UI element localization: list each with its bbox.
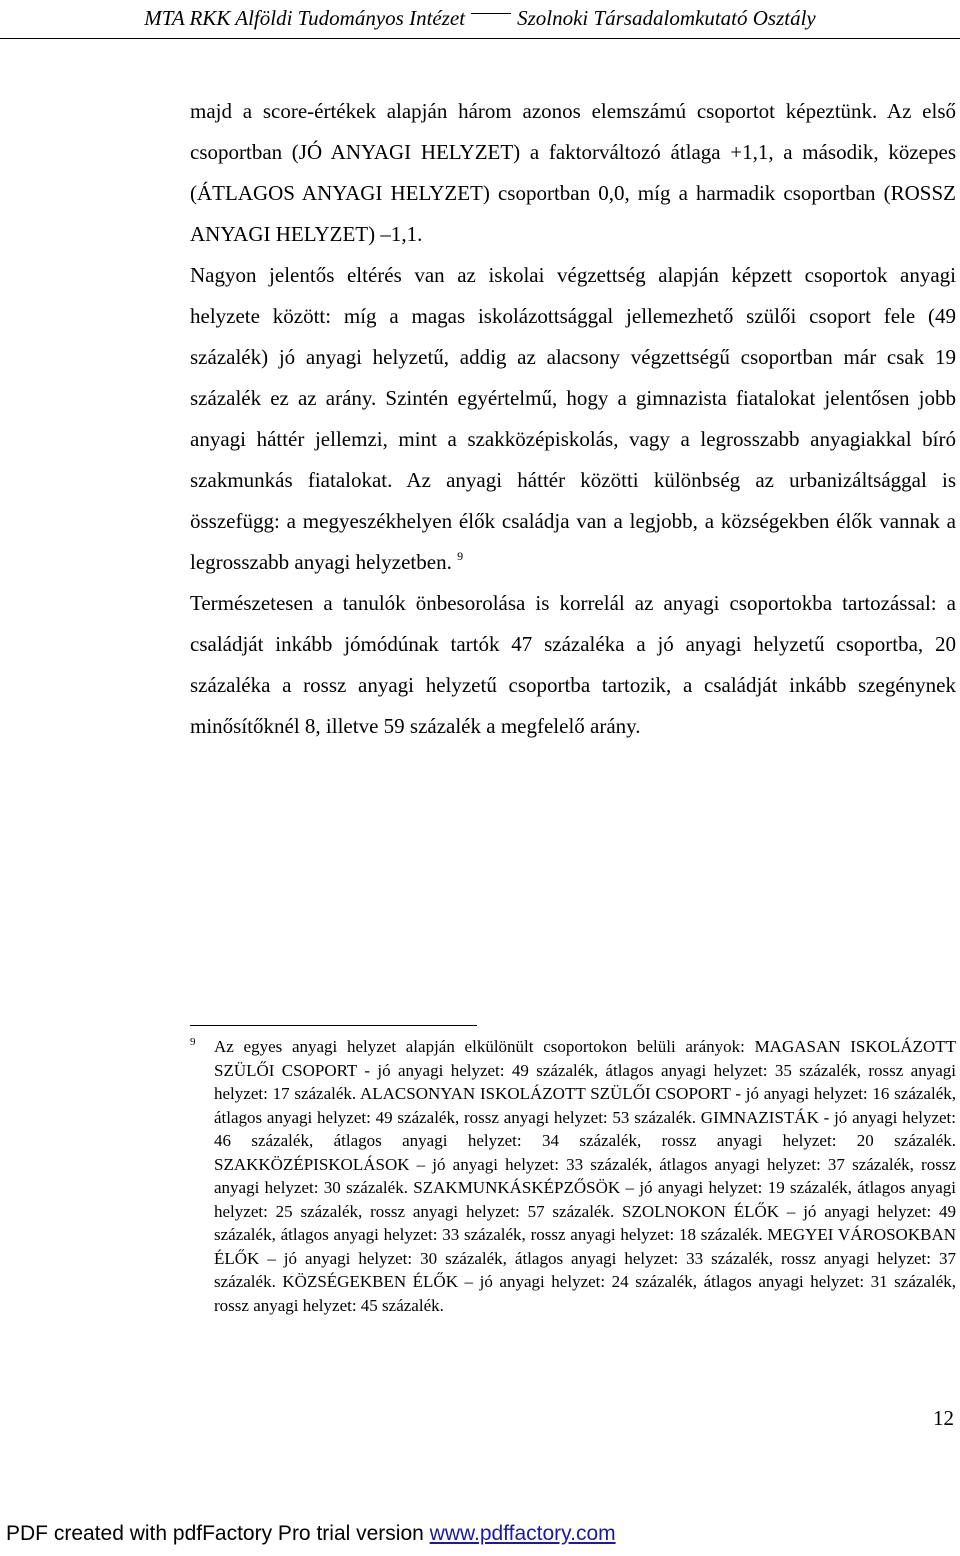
header-institute: MTA RKK Alföldi Tudományos Intézet: [144, 5, 466, 30]
main-text: [190, 91, 956, 747]
page-number: 12: [933, 1406, 954, 1430]
paragraph-1: majd a score-értékek alapján három azonos elemszámú csoportot képeztünk. Az első csoportban (JÓ ANYAGI HELYZET) a faktorváltozó átlaga +1,1, a második, közepes (ÁTLAGOS ANYAGI HELYZET) csoportban 0,0, míg a harmadik csoportban (ROSSZ ANYAGI HELYZET) –1,1.: [190, 99, 956, 246]
footnote: [190, 1035, 956, 1317]
footnote-text: Az egyes anyagi helyzet alapján elkülönült csoportokon belüli arányok: MAGASAN ISKOLÁZOTT SZÜLŐI CSOPORT - jó anyagi helyzet: 49 százalék, átlagos anyagi helyzet: 35 százalék, rossz anyagi helyzet: 17 százalék. ALACSONYAN ISKOLÁZOTT SZÜLŐI CSOPORT - jó anyagi helyzet: 16 százalék, átlagos anyagi helyzet: 49 százalék, rossz anyagi helyzet: 53 százalék. GIMNAZISTÁK - jó anyagi helyzet: 46 százalék, átlagos anyagi helyzet: 34 százalék, rossz anyagi helyzet: 20 százalék. SZAKKÖZÉPISKOLÁSOK – jó anyagi helyzet: 33 százalék, átlagos anyagi helyzet: 37 százalék, rossz anyagi helyzet: 30 százalék. SZAKMUNKÁSKÉPZŐSÖK – jó anyagi helyzet: 19 százalék, átlagos anyagi helyzet: 25 százalék, rossz anyagi helyzet: 57 százalék. SZOLNOKON ÉLŐK – jó anyagi helyzet: 49 százalék, átlagos anyagi helyzet: 33 százalék, rossz anyagi helyzet: 18 százalék. MEGYEI VÁROSOKBAN ÉLŐK – jó anyagi helyzet: 30 százalék, átlagos anyagi helyzet: 33 százalék, rossz anyagi helyzet: 37 százalék. KÖZSÉGEKBEN ÉLŐK – jó anyagi helyzet: 24 százalék, átlagos anyagi helyzet: 31 százalék, rossz anyagi helyzet: 45 százalék.: [214, 1037, 956, 1315]
footnote-reference[interactable]: 9: [457, 549, 464, 563]
paragraph-2-text: Nagyon jelentős eltérés van az iskolai végzettség alapján képzett csoportok anyagi helyzete között: míg a magas iskolázottsággal jellemezhető szülői csoport fele (49 százalék) jó anyagi helyzetű, addig az alacsony végzettségű csoportban már csak 19 százalék ez az arány. Szintén egyértelmű, hogy a gimnazista fiatalokat jelentősen jobb anyagi háttér jellemzi, mint a szakközépiskolás, vagy a legrosszabb anyagiakkal bíró szakmunkás fiatalokat. Az anyagi háttér közötti különbség az urbanizáltsággal is összefügg: a megyeszékhelyen élők családja van a legjobb, a községekben élők vannak a legrosszabb anyagi helyzetben.: [190, 263, 956, 574]
footnote-number: 9: [190, 1036, 196, 1048]
footnote-rule: [190, 1025, 477, 1026]
header-separator: [471, 13, 511, 14]
pdf-creator-note: [6, 1522, 954, 1546]
paragraph-3: Természetesen a tanulók önbesorolása is korrelál az anyagi csoportokba tartozással: a családját inkább jómódúnak tartók 47 százaléka a jó anyagi helyzetű csoportba, 20 százaléka a rossz anyagi helyzetű csoportba tartozik, a családját inkább szegénynek minősítőknél 8, illetve 59 százalék a megfelelő arány.: [190, 591, 956, 738]
header-department: Szolnoki Társadalomkutató Osztály: [517, 5, 816, 30]
pdffactory-link[interactable]: www.pdffactory.com: [429, 1522, 616, 1545]
pdf-note-text: PDF created with pdfFactory Pro trial version: [6, 1522, 430, 1545]
running-header: [0, 0, 960, 36]
header-rule: [0, 38, 960, 39]
paragraph-2: [190, 255, 956, 583]
